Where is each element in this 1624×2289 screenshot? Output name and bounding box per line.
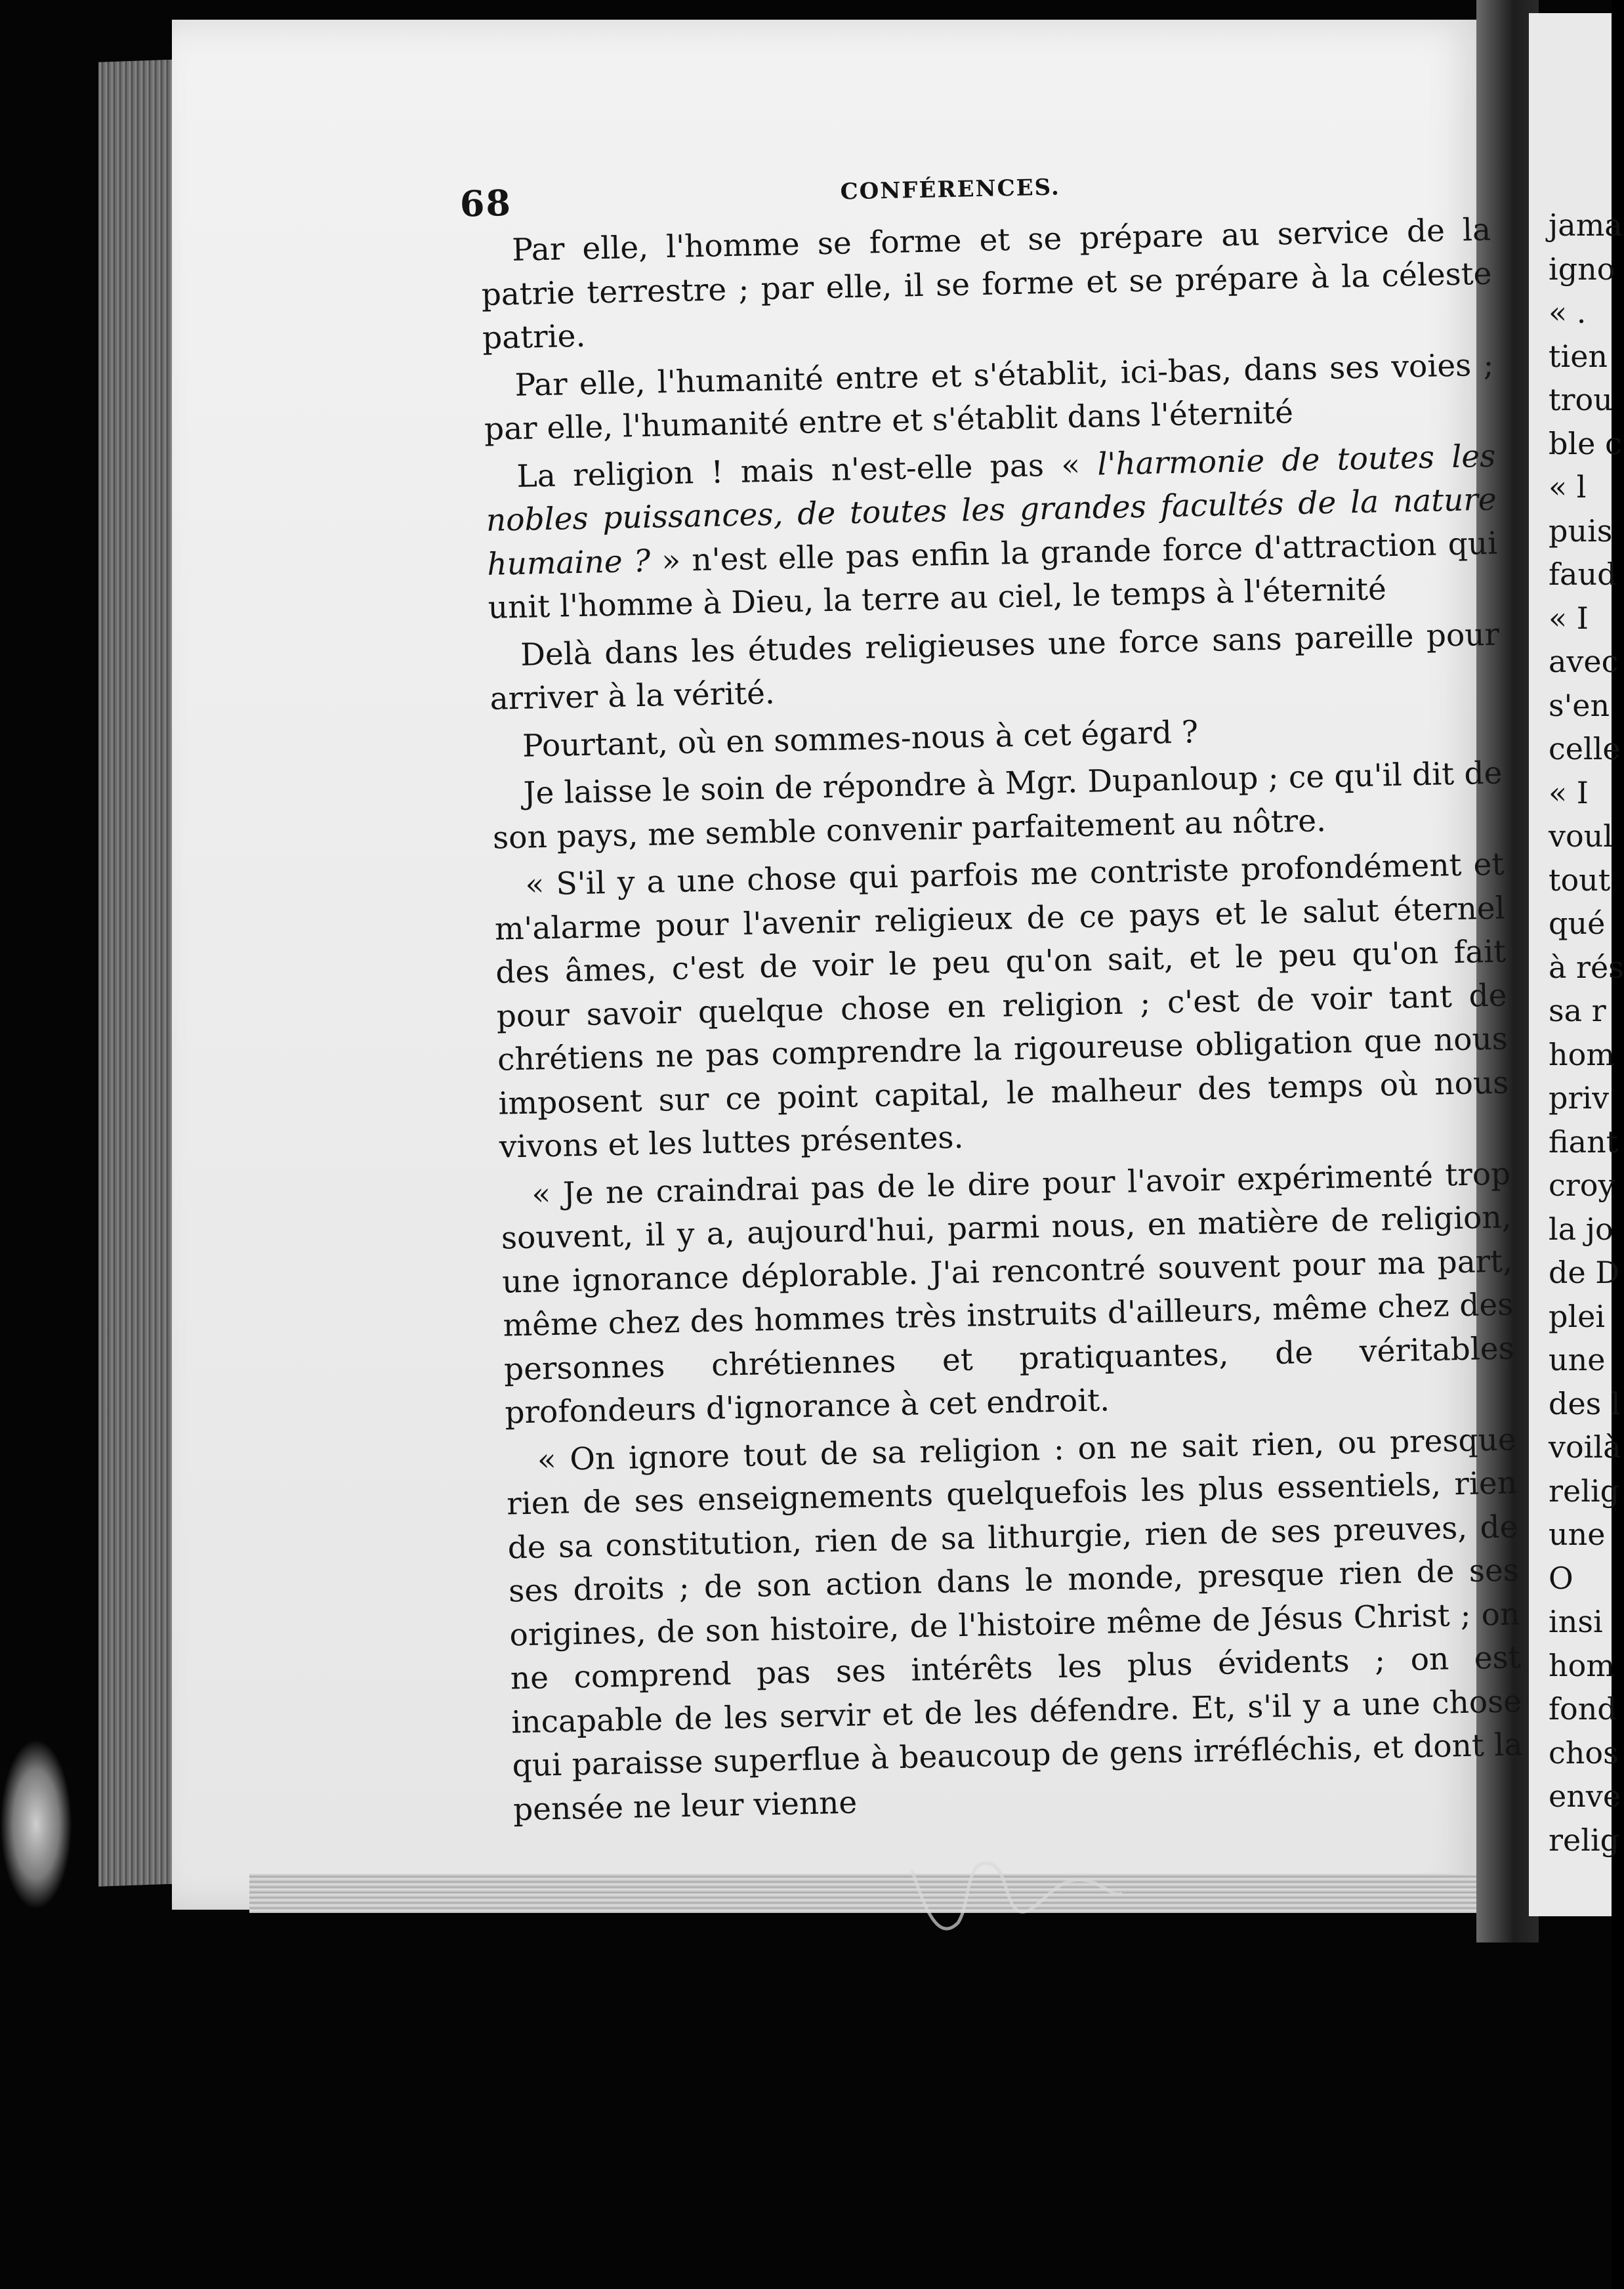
left-page-text	[459, 156, 1524, 1832]
right-page-line-fragment: voilà	[1549, 1429, 1621, 1465]
right-page-line-fragment: la jo	[1549, 1211, 1614, 1247]
italic-quote: l'harmonie de toutes les nobles puissances, de toutes les grandes facultés de la nature humaine ?	[486, 438, 1497, 583]
right-page-line-fragment: plei	[1549, 1298, 1606, 1334]
paragraph: Par elle, l'humanité entre et s'établit, ici-bas, dans ses voies ; par elle, l'humanité entre et s'établit dans l'éternité	[484, 346, 1494, 448]
right-page-line-fragment: ble c	[1549, 425, 1622, 461]
right-page-line-fragment: celle	[1549, 731, 1621, 766]
right-page-line-fragment: « .	[1549, 295, 1587, 330]
paragraph: « On ignore tout de sa religion : on ne sait rien, ou presque rien de ses enseignements quelquefois les plus essentiels, rien de sa constitution, rien de sa lithurgie, rien de ses preuves, de ses droits ; de son action dans le monde, presque rien de ses origines, de son histoire, de l'histoire même de Jésus Christ ; on ne comprend pas ses intérêts les plus évidents ; on est incapable de les servir et de les défendre. Et, s'il y a une chose qui paraisse superflue à beaucoup de gens irréfléchis, et dont la pensée ne leur vienne	[506, 1421, 1523, 1828]
right-page-line-fragment: « I	[1549, 600, 1589, 636]
right-page-line-fragment: tien	[1549, 338, 1608, 374]
page-bottom-edge	[249, 1874, 1509, 1913]
right-page-line-fragment: hom	[1549, 1647, 1615, 1683]
paragraph: « Je ne craindrai pas de le dire pour l'avoir expérimenté trop souvent, il y a, aujourd'hui, parmi nous, en matière de religion, une ignorance déplorable. J'ai rencontré souvent pour ma part, même chez des hommes très instruits d'ailleurs, même chez des personnes chrétiennes et pratiquantes, de véritables profondeurs d'ignorance à cet endroit.	[501, 1155, 1515, 1431]
paper-stain	[0, 1739, 72, 1910]
right-page-line-fragment: priv	[1549, 1080, 1610, 1116]
right-page-line-fragment: à rés	[1549, 949, 1624, 985]
right-page-line-fragment: O	[1549, 1560, 1573, 1596]
paragraph: Par elle, l'homme se forme et se prépare au service de la patrie terrestre ; par elle, il se forme et se prépare à la céleste patrie.	[481, 211, 1492, 356]
right-page-line-fragment: sa r	[1549, 993, 1606, 1028]
right-page-line-fragment: igno	[1549, 251, 1615, 287]
running-head-title: CONFÉRENCES.	[840, 174, 1061, 205]
right-page-line-fragment: une	[1549, 1342, 1606, 1377]
right-page-line-fragment: s'en	[1549, 687, 1610, 723]
paragraph: « S'il y a une chose qui parfois me contriste profondément et m'alarme pour l'avenir religieux de ce pays et le salut éternel des âmes, c'est de voir le peu qu'on sait, et le peu qu'on fait pour savoir quelque chose en religion ; c'est de voir tant de chrétiens ne pas comprendre la rigoureuse obligation que nous imposent sur ce point capital, le malheur des temps où nous vivons et les luttes présentes.	[494, 846, 1509, 1166]
paragraph	[485, 434, 1499, 630]
right-page-line-fragment: avec	[1549, 644, 1619, 679]
right-page-line-fragment: chos	[1549, 1734, 1619, 1771]
paragraph: Je laisse le soin de répondre à Mgr. Dupanloup ; ce qu'il dit de son pays, me semble convenir parfaitement au nôtre.	[492, 755, 1503, 856]
right-page-line-fragment: fiant	[1549, 1124, 1619, 1160]
paragraph: Pourtant, où en sommes-nous à cet égard ?	[522, 713, 1199, 765]
handwritten-mark	[899, 1831, 1135, 1949]
right-page-line-fragment: croy	[1549, 1167, 1615, 1203]
paragraph-text: » n'est elle pas enfin la grande force d'attraction qui unit l'homme à Dieu, la terre au ciel, le temps à l'éternité	[488, 525, 1498, 626]
right-page-line-fragment: relig	[1549, 1473, 1620, 1509]
right-page-line-fragment: enve	[1549, 1778, 1621, 1814]
right-page-line-fragment: « l	[1549, 469, 1587, 505]
right-page-text-fragments	[1549, 203, 1624, 1862]
right-page-line-fragment: « I	[1549, 774, 1589, 810]
right-page-line-fragment: une	[1549, 1517, 1606, 1552]
right-page-line-fragment: insi	[1549, 1604, 1603, 1639]
paragraph: Delà dans les études religieuses une force sans pareille pour arriver à la vérité.	[489, 616, 1500, 717]
paragraph-text: La religion ! mais n'est-elle pas «	[516, 446, 1098, 495]
right-page-line-fragment: puis	[1549, 513, 1613, 549]
right-page-line-fragment: relig	[1549, 1822, 1620, 1858]
right-page-line-fragment: tout	[1549, 862, 1611, 898]
page-number: 68	[459, 181, 512, 225]
right-page-line-fragment: voul	[1549, 818, 1614, 854]
right-page-line-fragment: qué	[1549, 906, 1606, 941]
right-page-line-fragment: faud	[1549, 556, 1617, 592]
right-page-line-fragment: des l	[1549, 1385, 1621, 1421]
right-page-line-fragment: hom	[1549, 1036, 1615, 1072]
right-page-line-fragment: de D	[1549, 1255, 1620, 1290]
right-page-line-fragment: jama	[1549, 207, 1623, 243]
right-page-line-fragment: trou	[1549, 382, 1613, 417]
right-page-line-fragment: fond	[1549, 1691, 1617, 1727]
